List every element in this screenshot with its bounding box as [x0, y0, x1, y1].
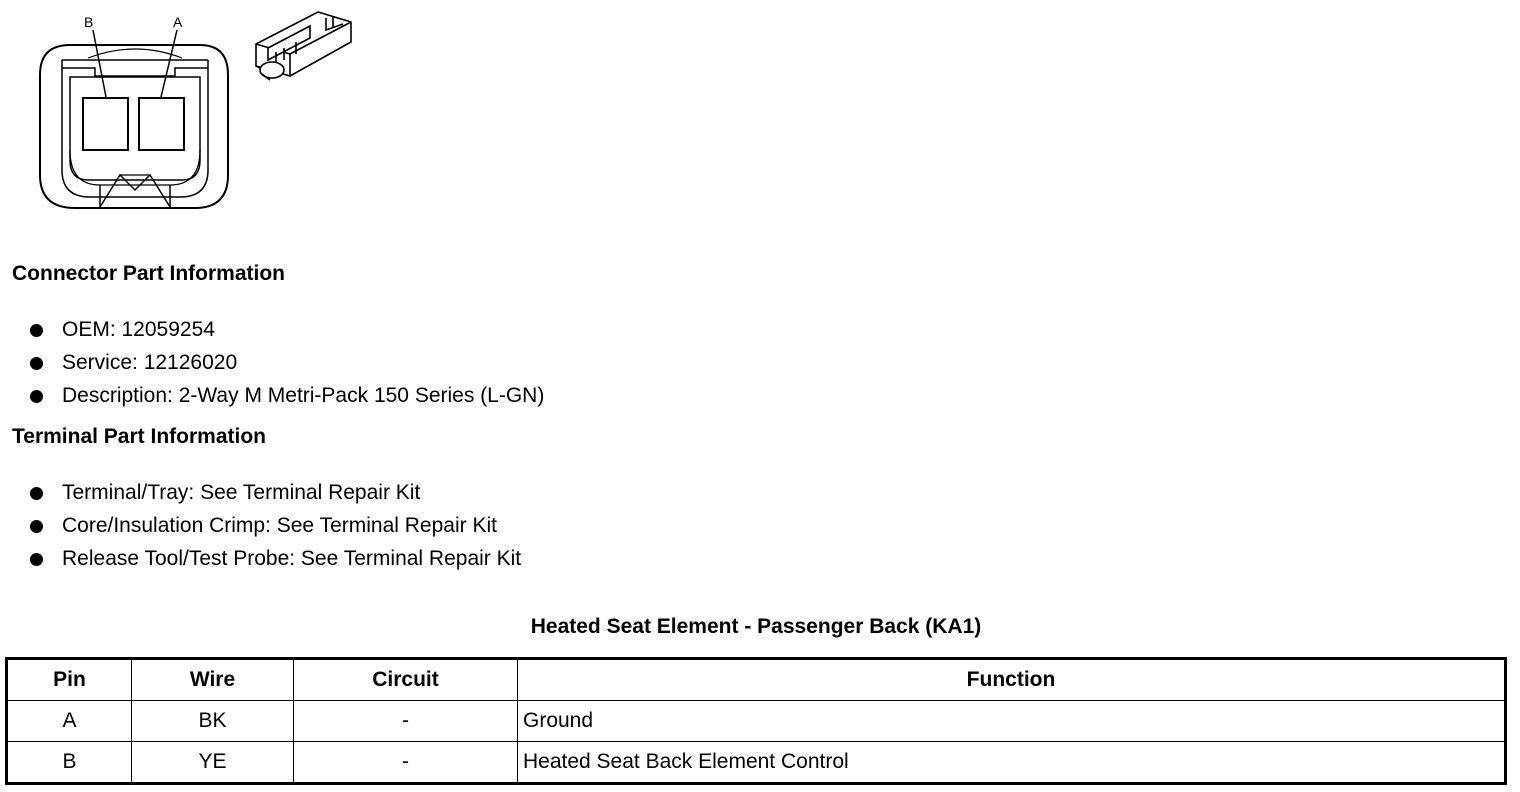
cell-circuit: - — [294, 742, 518, 784]
cell-function: Ground — [518, 701, 1506, 742]
table-row — [7, 701, 1506, 742]
header-function: Function — [518, 659, 1506, 701]
cell-pin: B — [7, 742, 132, 784]
header-pin: Pin — [7, 659, 132, 701]
pinout-table — [5, 657, 1507, 785]
pin-label-b: B — [84, 14, 94, 30]
table-header-row — [7, 659, 1506, 701]
table-row — [7, 742, 1506, 784]
list-item: Release Tool/Test Probe: See Terminal Repair Kit — [28, 542, 521, 575]
connector-isometric-icon — [248, 4, 363, 86]
list-item: Terminal/Tray: See Terminal Repair Kit — [28, 476, 521, 509]
header-circuit: Circuit — [294, 659, 518, 701]
list-item: Core/Insulation Crimp: See Terminal Repair Kit — [28, 509, 521, 542]
cell-pin: A — [7, 701, 132, 742]
cell-circuit: - — [294, 701, 518, 742]
header-wire: Wire — [132, 659, 294, 701]
cell-wire: BK — [132, 701, 294, 742]
list-item: Service: 12126020 — [28, 346, 544, 379]
terminal-part-heading: Terminal Part Information — [12, 425, 266, 448]
cell-wire: YE — [132, 742, 294, 784]
connector-part-heading: Connector Part Information — [12, 262, 286, 285]
list-item: Description: 2-Way M Metri-Pack 150 Series (L-GN) — [28, 379, 544, 412]
pin-label-a: A — [173, 14, 183, 30]
connector-part-list — [28, 313, 544, 412]
table-title: Heated Seat Element - Passenger Back (KA1) — [530, 615, 982, 638]
cell-function: Heated Seat Back Element Control — [518, 742, 1506, 784]
terminal-part-list — [28, 476, 521, 575]
list-item: OEM: 12059254 — [28, 313, 544, 346]
